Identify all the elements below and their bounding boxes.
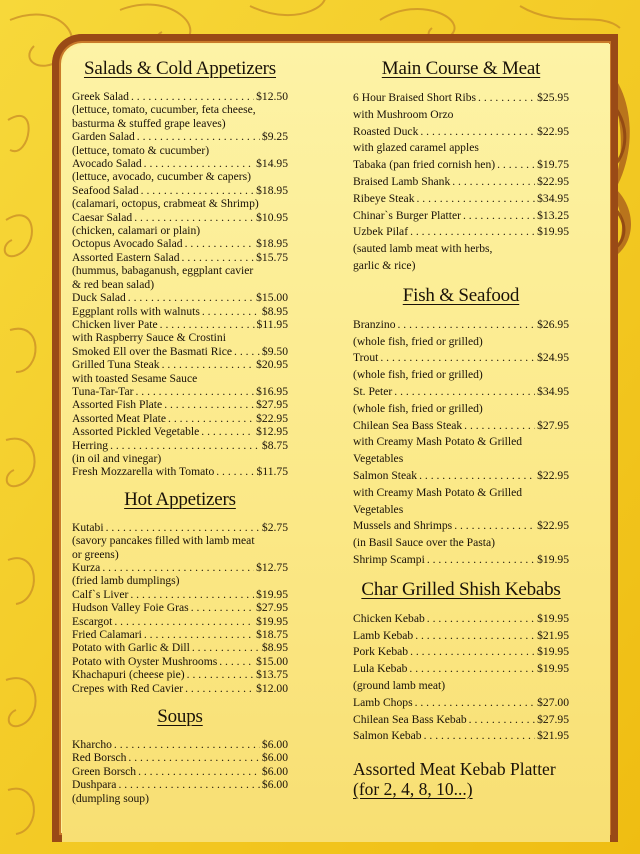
menu-item <box>72 738 288 751</box>
menu-item-description: (in Basil Sauce over the Pasta) <box>353 536 495 550</box>
menu-item <box>353 611 569 628</box>
leader-dots <box>201 425 254 438</box>
leader-dots <box>118 778 259 791</box>
menu-item-price: $13.25 <box>537 208 569 222</box>
menu-item-description: with Raspberry Sauce & Crostini <box>72 331 226 345</box>
leader-dots <box>234 345 260 358</box>
leader-dots <box>160 318 255 331</box>
menu-item-name: Roasted Duck <box>353 124 419 138</box>
menu-item <box>353 124 569 141</box>
menu-item-description: Vegetables <box>353 452 404 466</box>
menu-item-name: Lamb Chops <box>353 695 413 709</box>
menu-item <box>72 251 288 264</box>
menu-item-price: $16.95 <box>256 384 288 398</box>
menu-item <box>353 728 569 745</box>
menu-item-name: Kutabi <box>72 520 104 534</box>
leader-dots <box>463 208 535 225</box>
menu-item-name: Potato with Garlic & Dill <box>72 641 190 655</box>
menu-item-price: $24.95 <box>537 351 569 365</box>
leader-dots <box>185 237 255 250</box>
menu-item-price: $26.95 <box>537 317 569 331</box>
menu-item-name: Assorted Meat Plate <box>72 411 167 425</box>
menu-item <box>72 90 288 103</box>
menu-item-price: $25.95 <box>537 91 569 104</box>
menu-item <box>353 468 569 485</box>
kebab-platter-line2: (for 2, 4, 8, 10...) <box>353 779 473 800</box>
menu-item <box>72 601 288 614</box>
menu-item <box>353 317 569 334</box>
menu-item-description: (dumpling soup) <box>72 791 149 805</box>
leader-dots <box>134 211 254 224</box>
menu-item <box>72 211 288 224</box>
menu-item <box>72 157 288 170</box>
menu-item-name: Pork Kebab <box>353 645 409 659</box>
menu-item-name: 6 Hour Braised Short Ribs <box>353 91 477 104</box>
leader-dots <box>185 682 254 695</box>
menu-item <box>72 682 288 695</box>
menu-item <box>72 628 288 641</box>
menu-item-price: $34.95 <box>537 191 569 205</box>
menu-item <box>72 439 288 452</box>
menu-item-price: $19.95 <box>256 587 288 601</box>
menu-item <box>353 712 569 729</box>
menu-item <box>353 661 569 678</box>
main-course-list <box>353 90 569 275</box>
leader-dots <box>380 350 535 367</box>
menu-item-description: with glazed caramel apples <box>353 141 479 155</box>
menu-item-price: $15.75 <box>256 250 288 264</box>
leader-dots <box>191 601 254 614</box>
menu-item <box>72 778 288 791</box>
menu-item-name: Caesar Salad <box>72 210 133 224</box>
menu-item <box>72 318 288 331</box>
menu-item-price: $22.95 <box>537 468 569 482</box>
menu-item-price: $27.95 <box>256 398 288 412</box>
main-course-title: Main Course & Meat <box>381 58 541 79</box>
menu-item-description: (lettuce, avocado, cucumber & capers) <box>72 170 251 184</box>
menu-item-price: $12.00 <box>256 681 288 695</box>
menu-item-description: (whole fish, fried or grilled) <box>353 401 483 415</box>
menu-item-name: Chicken Kebab <box>353 611 425 625</box>
menu-item-description: (hummus, babaganush, eggplant cavier <box>72 264 254 278</box>
menu-item <box>72 765 288 778</box>
leader-dots <box>398 317 536 334</box>
menu-item <box>72 615 288 628</box>
menu-item-price: $34.95 <box>537 384 569 398</box>
leader-dots <box>410 644 535 661</box>
menu-item-price: $19.95 <box>537 662 569 676</box>
menu-item-description: or greens) <box>72 547 119 561</box>
menu-item-price: $18.95 <box>256 183 288 197</box>
leader-dots <box>478 90 535 107</box>
menu-item <box>353 518 569 535</box>
leader-dots <box>138 765 260 778</box>
menu-item-price: $19.95 <box>537 611 569 625</box>
menu-item-name: Duck Salad <box>72 291 126 305</box>
menu-item-description: with toasted Sesame Sauce <box>72 371 198 385</box>
soups-title: Soups <box>157 706 203 728</box>
menu-item <box>72 668 288 681</box>
menu-item-description: (savory pancakes filled with lamb meat <box>72 534 255 548</box>
leader-dots <box>106 521 260 534</box>
menu-item-price: $10.95 <box>256 210 288 224</box>
menu-item <box>353 174 569 191</box>
menu-item-price: $11.95 <box>256 317 288 331</box>
menu-item-name: Chicken liver Pate <box>72 317 158 331</box>
leader-dots <box>128 751 259 764</box>
menu-item-description: (in oil and vinegar) <box>72 451 162 465</box>
menu-item-price: $6.00 <box>261 738 288 752</box>
leader-dots <box>128 291 254 304</box>
soups-list <box>72 738 288 805</box>
menu-item <box>72 465 288 478</box>
menu-item-name: Lamb Kebab <box>353 628 414 642</box>
menu-item-price: $13.75 <box>256 668 288 682</box>
menu-item-price: $20.95 <box>256 358 288 372</box>
menu-item-description: (ground lamb meat) <box>353 678 446 692</box>
leader-dots <box>114 615 254 628</box>
menu-item-price: $9.25 <box>261 130 288 144</box>
leader-dots <box>162 358 255 371</box>
leader-dots <box>427 611 535 628</box>
menu-item-name: Herring <box>72 438 109 452</box>
leader-dots <box>219 655 254 668</box>
menu-item-price: $14.95 <box>256 157 288 171</box>
leader-dots <box>452 174 535 191</box>
menu-item <box>353 644 569 661</box>
leader-dots <box>409 661 535 678</box>
leader-dots <box>415 695 536 712</box>
menu-item <box>72 655 288 668</box>
menu-item-price: $19.95 <box>256 614 288 628</box>
menu-item-description: with Creamy Mash Potato & Grilled <box>353 435 523 449</box>
menu-item-price: $21.95 <box>537 729 569 743</box>
menu-item-name: Fresh Mozzarella with Tomato <box>72 465 215 479</box>
menu-item <box>72 130 288 143</box>
menu-item-name: Shrimp Scampi <box>353 552 425 566</box>
leader-dots <box>182 251 255 264</box>
menu-item-price: $27.95 <box>537 712 569 726</box>
menu-item-price: $22.95 <box>537 174 569 188</box>
salads-list <box>72 90 288 479</box>
leader-dots <box>394 384 535 401</box>
menu-item-name: Greek Salad <box>72 90 129 103</box>
salads-title: Salads & Cold Appetizers <box>83 58 277 79</box>
menu-item <box>353 384 569 401</box>
menu-item-price: $27.95 <box>537 418 569 432</box>
menu-item-name: Green Borsch <box>72 764 137 778</box>
menu-item <box>353 90 569 107</box>
menu-item <box>353 208 569 225</box>
menu-item-name: Dushpara <box>72 778 117 792</box>
leader-dots <box>419 468 535 485</box>
leader-dots <box>144 157 254 170</box>
hot-appetizers-list <box>72 521 288 695</box>
leader-dots <box>168 412 254 425</box>
menu-item-name: Calf`s Liver <box>72 587 129 601</box>
menu-item-price: $22.95 <box>537 124 569 138</box>
leader-dots <box>114 738 260 751</box>
menu-item-description: with Creamy Mash Potato & Grilled <box>353 485 523 499</box>
menu-item-price: $8.95 <box>261 641 288 655</box>
menu-item <box>72 385 288 398</box>
menu-item-name: Red Borsch <box>72 751 127 765</box>
menu-item-name: Chinar`s Burger Platter <box>353 208 461 222</box>
menu-item-name: Hudson Valley Foie Gras <box>72 601 189 615</box>
menu-item-name: Kharcho <box>72 738 112 752</box>
menu-item <box>72 398 288 411</box>
kebab-platter-line1: Assorted Meat Kebab Platter <box>353 759 556 780</box>
menu-item-description: (chicken, calamari or plain) <box>72 224 201 238</box>
menu-item <box>72 751 288 764</box>
menu-item-name: Smoked Ell over the Basmati Rice <box>72 344 233 358</box>
menu-item-description: & red bean salad) <box>72 277 155 291</box>
menu-item-name: Escargot <box>72 614 113 628</box>
menu-item-name: Branzino <box>353 317 396 331</box>
leader-dots <box>141 184 254 197</box>
menu-item-description: (whole fish, fried or grilled) <box>353 368 483 382</box>
menu-item <box>72 237 288 250</box>
leader-dots <box>454 518 535 535</box>
leader-dots <box>135 385 254 398</box>
menu-item <box>72 521 288 534</box>
menu-item-price: $11.75 <box>256 465 288 479</box>
leader-dots <box>110 439 260 452</box>
menu-item-price: $19.75 <box>537 158 569 172</box>
menu-item-name: Assorted Eastern Salad <box>72 250 180 264</box>
menu-item-name: Kurza <box>72 561 101 574</box>
menu-item-name: Crepes with Red Cavier <box>72 681 184 695</box>
menu-item-price: $12.50 <box>256 90 288 103</box>
right-column <box>353 58 569 799</box>
menu-item <box>72 305 288 318</box>
menu-item <box>353 628 569 645</box>
menu-item-price: $27.00 <box>537 695 569 709</box>
menu-item-name: Braised Lamb Shank <box>353 174 451 188</box>
menu-item <box>353 191 569 208</box>
menu-item-price: $18.75 <box>256 628 288 642</box>
menu-item-name: Tuna-Tar-Tar <box>72 384 134 398</box>
leader-dots <box>192 641 260 654</box>
menu-item-description: (lettuce, tomato & cucumber) <box>72 143 210 157</box>
menu-item-name: Ribeye Steak <box>353 191 415 205</box>
menu-item-price: $8.75 <box>261 438 288 452</box>
menu-item-name: Assorted Fish Plate <box>72 398 163 412</box>
menu-item-name: Khachapuri (cheese pie) <box>72 668 185 682</box>
menu-item-description: garlic & rice) <box>353 258 416 272</box>
leader-dots <box>424 728 536 745</box>
menu-item <box>72 641 288 654</box>
menu-item-name: Avocado Salad <box>72 157 142 171</box>
menu-item-description: (calamari, octopus, crabmeat & Shrimp) <box>72 197 259 211</box>
menu-item-name: Salmon Kebab <box>353 729 422 743</box>
menu-item <box>353 695 569 712</box>
menu-item-name: Chilean Sea Bass Kebab <box>353 712 467 726</box>
leader-dots <box>410 224 535 241</box>
leader-dots <box>130 588 254 601</box>
menu-item-name: St. Peter <box>353 384 393 398</box>
menu-item-name: Potato with Oyster Mushrooms <box>72 654 218 668</box>
menu-item-description: Vegetables <box>353 502 404 516</box>
menu-item-name: Salmon Steak <box>353 468 418 482</box>
menu-item-name: Eggplant rolls with walnuts <box>72 304 200 318</box>
leader-dots <box>497 157 535 174</box>
leader-dots <box>216 465 254 478</box>
menu-item-price: $19.95 <box>537 645 569 659</box>
menu-item-price: $22.95 <box>537 519 569 533</box>
leader-dots <box>415 628 535 645</box>
menu-item <box>72 184 288 197</box>
kebabs-list <box>353 611 569 745</box>
menu-item-name: Lula Kebab <box>353 662 408 676</box>
left-column <box>72 58 288 805</box>
menu-item-name: Mussels and Shrimps <box>353 519 453 533</box>
menu-item <box>72 291 288 304</box>
leader-dots <box>131 90 254 103</box>
menu-item-price: $12.95 <box>256 425 288 439</box>
menu-item-name: Grilled Tuna Steak <box>72 358 160 372</box>
menu-item-price: $12.75 <box>256 561 288 574</box>
menu-item-name: Garden Salad <box>72 130 135 144</box>
menu-item-price: $22.95 <box>256 411 288 425</box>
menu-item <box>72 345 288 358</box>
menu-item <box>353 552 569 569</box>
menu-item-name: Chilean Sea Bass Steak <box>353 418 463 432</box>
menu-item-description: (fried lamb dumplings) <box>72 574 180 588</box>
menu-item-description: basturma & stuffed grape leaves) <box>72 116 226 130</box>
leader-dots <box>102 561 254 574</box>
menu-item <box>72 588 288 601</box>
menu-item-description: (lettuce, tomato, cucumber, feta cheese, <box>72 103 256 117</box>
menu-item-price: $19.95 <box>537 552 569 566</box>
menu-item-price: $27.95 <box>256 601 288 615</box>
menu-item-description: (sauted lamb meat with herbs, <box>353 242 493 256</box>
leader-dots <box>137 130 260 143</box>
menu-item-name: Fried Calamari <box>72 628 142 642</box>
leader-dots <box>469 712 535 729</box>
menu-item <box>353 157 569 174</box>
menu-item-price: $6.00 <box>261 764 288 778</box>
kebab-platter <box>353 759 569 799</box>
menu-item-name: Octopus Avocado Salad <box>72 237 183 251</box>
menu-item-name: Seafood Salad <box>72 183 139 197</box>
hot-appetizers-title: Hot Appetizers <box>124 488 236 510</box>
menu-item-price: $15.00 <box>256 291 288 305</box>
leader-dots <box>427 552 535 569</box>
menu-item-description: (whole fish, fried or grilled) <box>353 334 483 348</box>
menu-item <box>72 412 288 425</box>
kebabs-title: Char Grilled Shish Kebabs <box>361 578 561 600</box>
menu-item-price: $2.75 <box>261 520 288 534</box>
leader-dots <box>187 668 254 681</box>
fish-seafood-title: Fish & Seafood <box>402 284 520 306</box>
menu-item-name: Uzbek Pilaf <box>353 225 409 239</box>
menu-item <box>72 561 288 574</box>
menu-item-price: $21.95 <box>537 628 569 642</box>
menu-item-price: $18.95 <box>256 237 288 251</box>
menu-item-name: Tabaka (pan fried cornish hen) <box>353 158 496 172</box>
leader-dots <box>202 305 260 318</box>
menu-item <box>353 418 569 435</box>
menu-item-name: Assorted Pickled Vegetable <box>72 425 200 439</box>
leader-dots <box>464 418 535 435</box>
menu-item-price: $6.00 <box>261 778 288 792</box>
menu-item-description: with Mushroom Orzo <box>353 107 454 121</box>
menu-item <box>353 350 569 367</box>
menu-item <box>72 425 288 438</box>
menu-item-price: $8.95 <box>261 304 288 318</box>
fish-seafood-list <box>353 317 569 569</box>
leader-dots <box>144 628 254 641</box>
leader-dots <box>420 124 535 141</box>
menu-item <box>353 224 569 241</box>
menu-item-price: $6.00 <box>261 751 288 765</box>
menu-item-price: $15.00 <box>256 654 288 668</box>
menu-item-price: $19.95 <box>537 225 569 239</box>
menu-item <box>72 358 288 371</box>
menu-item-price: $9.50 <box>261 344 288 358</box>
menu-item-name: Trout <box>353 351 379 365</box>
leader-dots <box>417 191 536 208</box>
leader-dots <box>164 398 254 411</box>
